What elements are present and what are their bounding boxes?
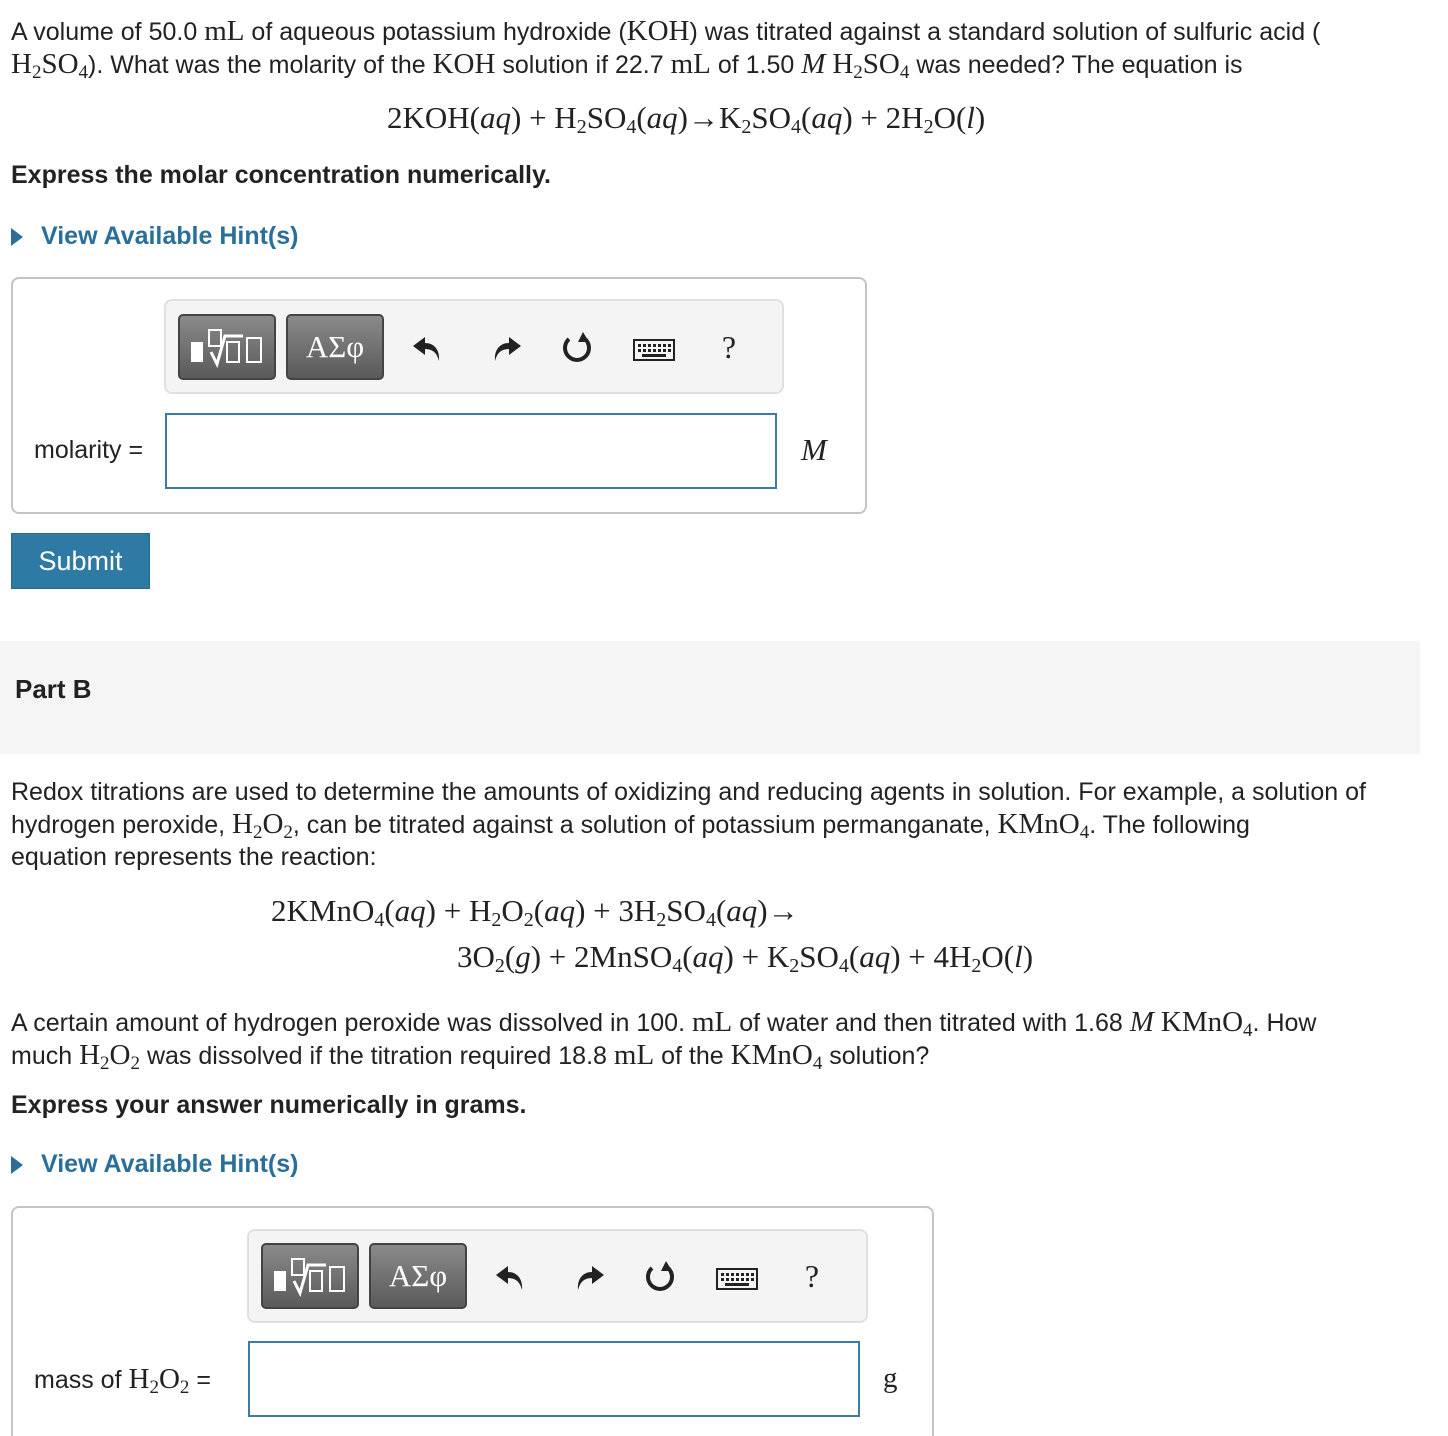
undo-icon[interactable] — [491, 1257, 531, 1297]
part-b-equation-line1: 2KMnO$_4$(aq) + $H_2O_2(aq) + 3H_2SO_4(aq)\to$ — [271, 893, 799, 931]
part-a-question: A volume of 50.0 mL of aqueous potassium hydroxide (KOH) was titrated against a standard solution of sulfuric acid ( $H_2SO_4$). What was the molarity of the KOH solution if 22.7 mL of 1.50 M $H_2SO_4$ was needed? The equation is — [11, 15, 1321, 83]
part-a-hint-toggle[interactable] — [11, 222, 298, 251]
part-b-title: Part B — [15, 674, 92, 704]
redo-icon[interactable] — [569, 1257, 609, 1297]
molarity-input[interactable] — [165, 413, 777, 489]
submit-button[interactable]: Submit — [11, 533, 150, 589]
keyboard-icon[interactable] — [632, 330, 676, 370]
part-a-equation: $2KOH(aq) + H_2SO_4(aq)\to K_2SO_4(aq) + 2H_2O(l)$ — [387, 100, 986, 138]
undo-icon[interactable] — [408, 328, 448, 368]
templates-icon — [270, 1253, 350, 1299]
mass-input[interactable] — [248, 1341, 860, 1417]
part-b-question: A certain amount of hydrogen peroxide was dissolved in 100. mL of water and then titrated with 1.68 M KMnO$_4$. How much $H_2O_2$ was dissolved if the titration required 18.8 mL of the KMnO$_4$ solution? — [11, 1006, 1317, 1074]
templates-button[interactable] — [261, 1243, 359, 1309]
molarity-label: molarity = — [34, 436, 144, 464]
part-a-instruction: Express the molar concentration numerically. — [11, 161, 551, 189]
part-b-equation-line2: $3O_2(g)$ + 2MnSO$_4$(aq) + $K_2SO_4(aq) + 4H_2O(l)$ — [457, 939, 1034, 977]
greek-symbols-button[interactable]: ΑΣφ — [369, 1243, 467, 1309]
greek-symbols-button[interactable]: ΑΣφ — [286, 314, 384, 380]
help-icon[interactable]: ? — [721, 328, 737, 365]
part-b-hint-toggle[interactable] — [11, 1150, 298, 1179]
redo-icon[interactable] — [486, 328, 526, 368]
molarity-unit: M — [801, 432, 827, 467]
mass-unit: g — [883, 1362, 898, 1394]
reset-icon[interactable] — [557, 328, 597, 368]
part-b-math-toolbar — [247, 1229, 868, 1323]
keyboard-icon[interactable] — [715, 1259, 759, 1299]
expand-triangle-icon — [11, 1156, 23, 1174]
part-b-intro: Redox titrations are used to determine the amounts of oxidizing and reducing agents in solution. For example, a solution of hydrogen peroxide, $H_2O_2$, can be titrated against a solution of potassium permanganate, KMnO$_4$. The following equation represents the reaction: — [11, 778, 1366, 871]
mass-label: mass of $H_2O_2$ = — [34, 1363, 211, 1398]
templates-icon — [187, 324, 267, 370]
expand-triangle-icon — [11, 228, 23, 246]
part-b-header — [0, 641, 1420, 754]
reset-icon[interactable] — [640, 1257, 680, 1297]
part-b-instruction: Express your answer numerically in grams. — [11, 1091, 527, 1119]
templates-button[interactable] — [178, 314, 276, 380]
hint-label: View Available Hint(s) — [41, 1150, 299, 1178]
hint-label: View Available Hint(s) — [41, 222, 299, 250]
part-a-math-toolbar — [164, 299, 784, 394]
help-icon[interactable]: ? — [804, 1257, 820, 1294]
